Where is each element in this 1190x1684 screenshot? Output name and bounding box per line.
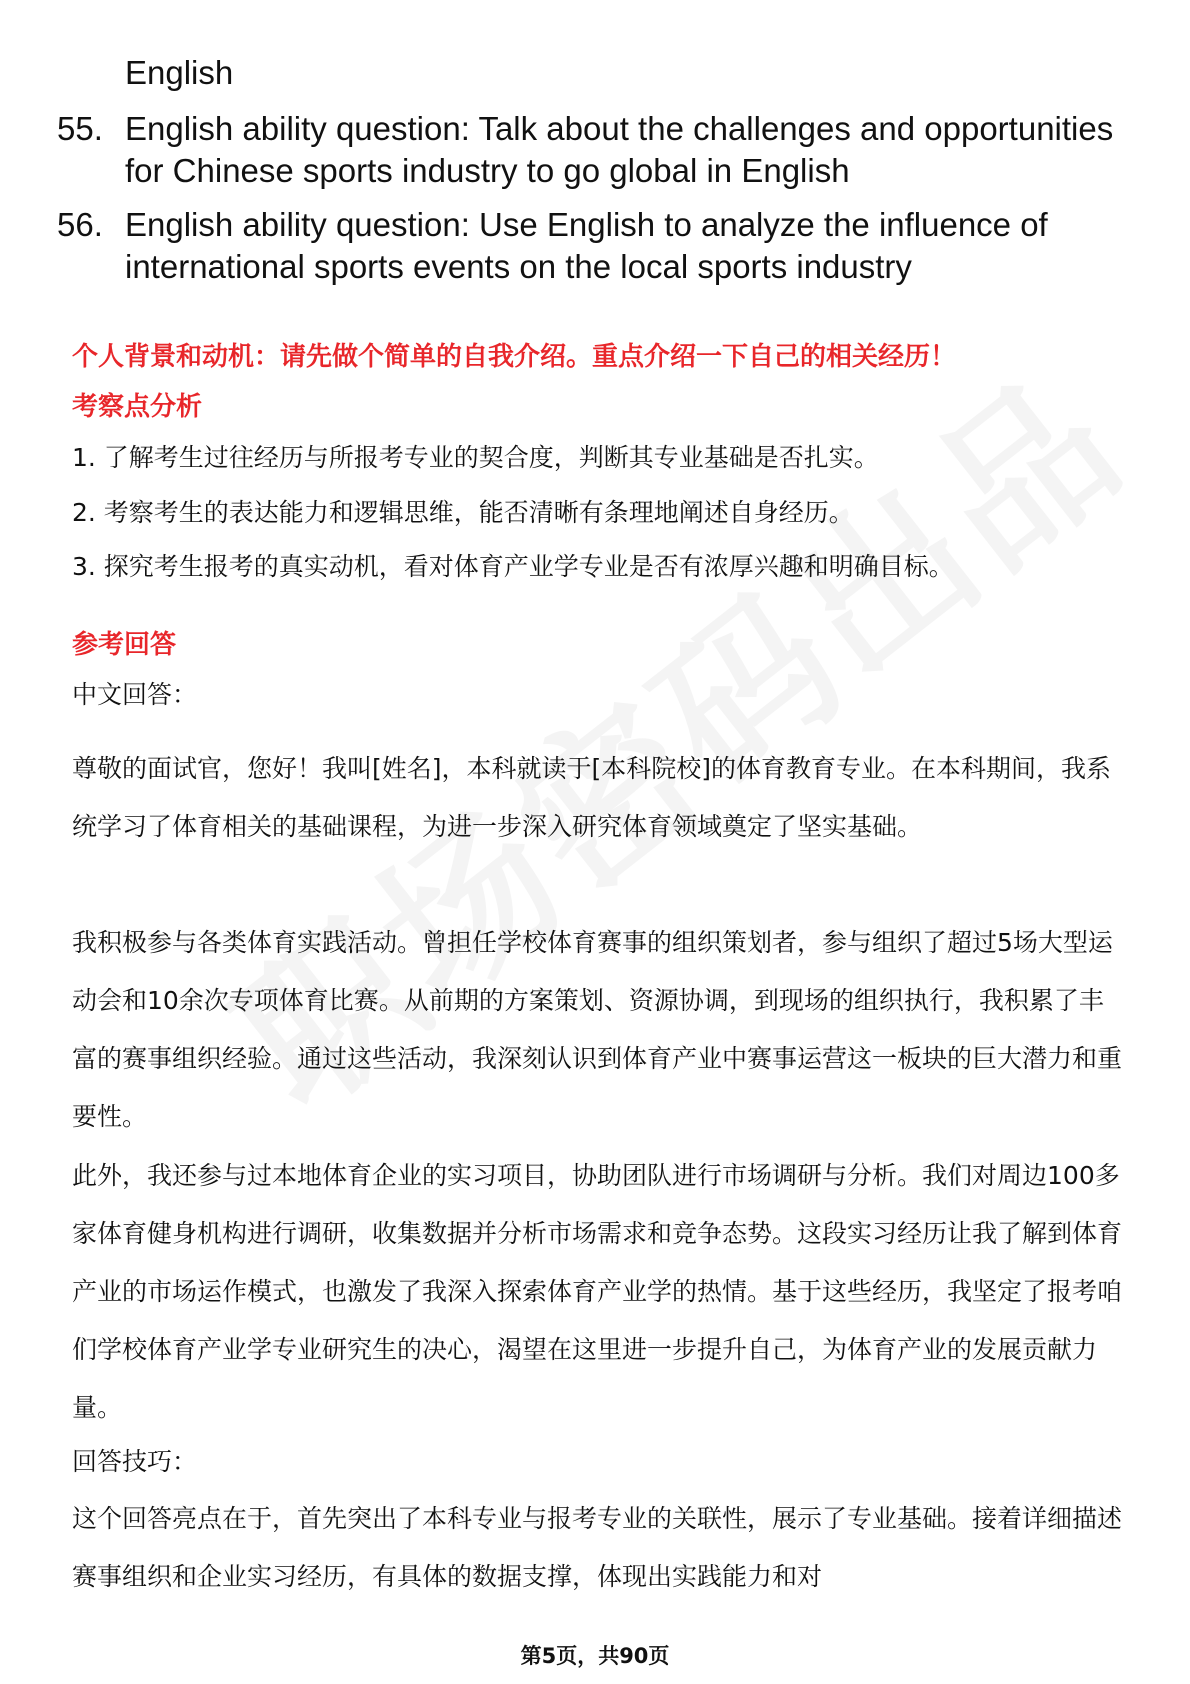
question-item-55 [57,108,1147,192]
page-footer: 第5页，共90页 [520,1644,670,1668]
reference-heading: 参考回答 [72,630,177,660]
analysis-point: 1. 了解考生过往经历与所报考专业的契合度，判断其专业基础是否扎实。 [72,443,879,472]
question-text: English ability question: Talk about the challenges and opportunities for Chinese sports industry to go global in English [125,110,1114,189]
analysis-point: 2. 考察考生的表达能力和逻辑思维，能否清晰有条理地阐述自身经历。 [72,498,854,527]
chinese-answer-label: 中文回答： [72,680,198,709]
question-number: 56. [57,206,103,243]
answer-paragraph: 我积极参与各类体育实践活动。曾担任学校体育赛事的组织策划者，参与组织了超过5场大型运动会和10余次专项体育比赛。从前期的方案策划、资源协调，到现场的组织执行，我积累了丰富的赛事组织经验。通过这些活动，我深刻认识到体育产业中赛事运营这一板块的巨大潜力和重要性。 [72,928,1123,1131]
tips-label: 回答技巧： [72,1447,198,1476]
answer-paragraph: 尊敬的面试官，您好！我叫[姓名]，本科就读于[本科院校]的体育教育专业。在本科期间，我系统学习了体育相关的基础课程，为进一步深入研究体育领域奠定了坚实基础。 [72,754,1112,841]
question-text: English ability question: Use English to analyze the influence of international sports events on the local sports industry [125,206,1048,285]
section-question: 个人背景和动机：请先做个简单的自我介绍。重点介绍一下自己的相关经历！ [72,342,957,372]
tips-paragraph: 这个回答亮点在于，首先突出了本科专业与报考专业的关联性，展示了专业基础。接着详细描述赛事组织和企业实习经历，有具体的数据支撑，体现出实践能力和对 [72,1504,1123,1591]
question-item-56 [57,204,1147,288]
question-number: 55. [57,110,103,147]
analysis-point: 3. 探究考生报考的真实动机，看对体育产业学专业是否有浓厚兴趣和明确目标。 [72,552,954,581]
analysis-heading: 考察点分析 [72,392,203,422]
answer-paragraph: 此外，我还参与过本地体育企业的实习项目，协助团队进行市场调研与分析。我们对周边100多家体育健身机构进行调研，收集数据并分析市场需求和竞争态势。这段实习经历让我了解到体育产业的市场运作模式，也激发了我深入探索体育产业学的热情。基于这些经历，我坚定了报考咱们学校体育产业学专业研究生的决心，渴望在这里进一步提升自己，为体育产业的发展贡献力量。 [72,1161,1123,1422]
continued-question-text: English [125,54,234,91]
